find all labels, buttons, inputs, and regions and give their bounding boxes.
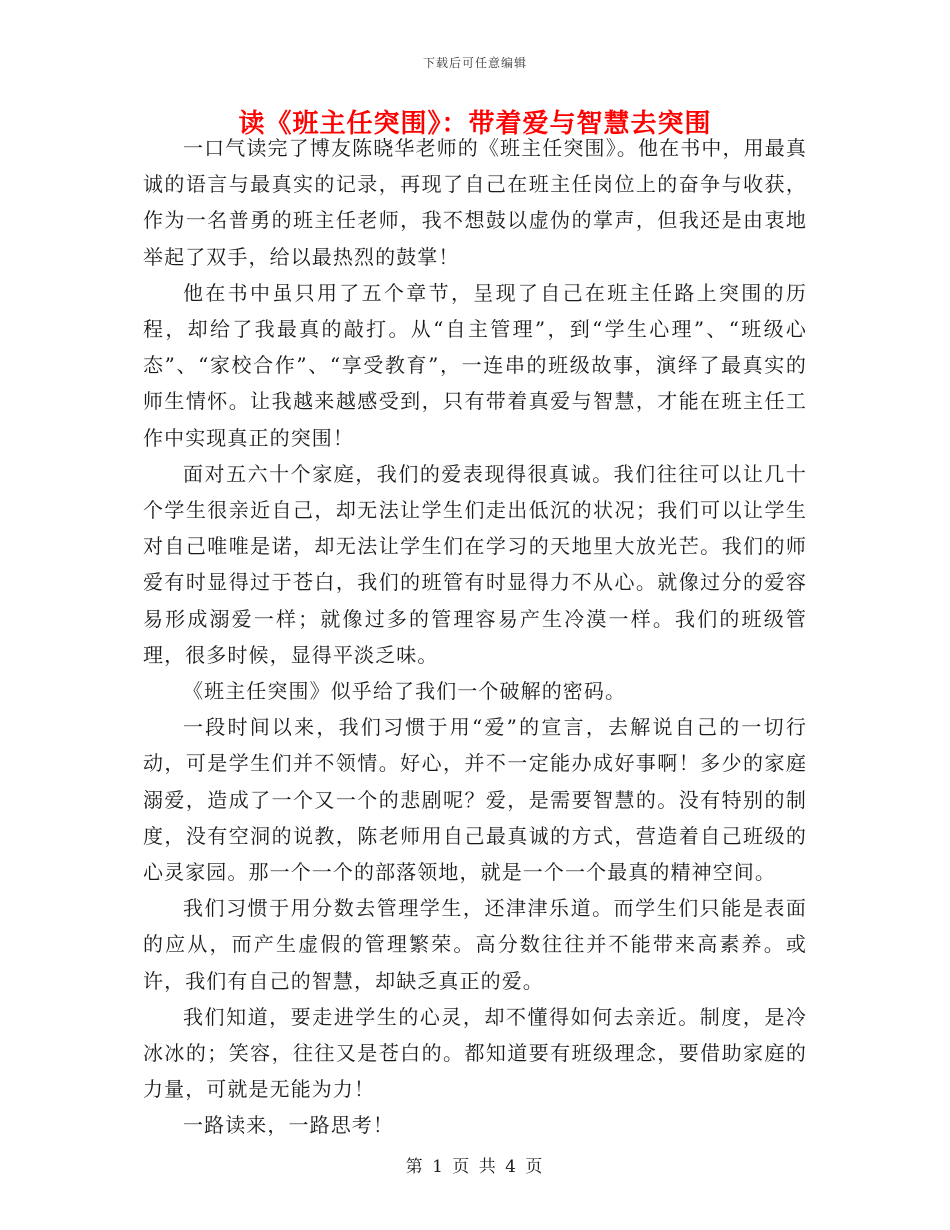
header-note: 下载后可任意编辑 (422, 56, 527, 70)
paragraph: 他在书中虽只用了五个章节，呈现了自己在班主任路上突围的历程，却给了我最真的敲打。从“自主管理”，到“学生心理”、“班级心态”、“家校合作”、“享受教育”，一连串的班级故事，演绎了最真实的师生情怀。让我越来越感受到，只有带着真爱与智慧，才能在班主任工作中实现真正的突围！ (143, 280, 807, 450)
paragraph: 我们知道，要走进学生的心灵，却不懂得如何去亲近。制度，是冷冰冰的；笑容，往往又是苍白的。都知道要有班级理念，要借助家庭的力量，可就是无能为力！ (143, 1004, 807, 1102)
document-body (143, 130, 807, 1144)
paragraph: 面对五六十个家庭，我们的爱表现得很真诚。我们往往可以让几十个学生很亲近自己，却无法让学生们走出低沉的状况；我们可以让学生对自己唯唯是诺，却无法让学生们在学习的天地里大放光芒。我们的师爱有时显得过于苍白，我们的班管有时显得力不从心。就像过分的爱容易形成溺爱一样；就像过多的管理容易产生冷漠一样。我们的班级管理，很多时候，显得平淡乏味。 (143, 461, 807, 667)
paragraph: 我们习惯于用分数去管理学生，还津津乐道。而学生们只能是表面的应从，而产生虚假的管理繁荣。高分数往往并不能带来高素养。或许，我们有自己的智慧，却缺乏真正的爱。 (143, 896, 807, 993)
paragraph: 一路读来，一路思考！ (183, 1113, 394, 1138)
paragraph: 一口气读完了博友陈晓华老师的《班主任突围》。他在书中，用最真诚的语言与最真实的记录，再现了自己在班主任岗位上的奋争与收获，作为一名普勇的班主任老师，我不想鼓以虚伪的掌声，但我还是由衷地举起了双手，给以最热烈的鼓掌！ (143, 136, 807, 269)
document-title: 读《班主任突围》：带着爱与智慧去突围 (238, 109, 712, 139)
paragraph: 《班主任突围》似乎给了我们一个破解的密码。 (183, 679, 627, 704)
page-number-footer: 第 1 页 共 4 页 (405, 1157, 545, 1177)
paragraph: 一段时间以来，我们习惯于用“爱”的宣言，去解说自己的一切行动，可是学生们并不领情。好心，并不一定能办成好事啊！多少的家庭溺爱，造成了一个又一个的悲剧呢？爱，是需要智慧的。没有特别的制度，没有空洞的说教，陈老师用自己最真诚的方式，营造着自己班级的心灵家园。那一个一个的部落领地，就是一个一个最真的精神空间。 (143, 715, 807, 885)
